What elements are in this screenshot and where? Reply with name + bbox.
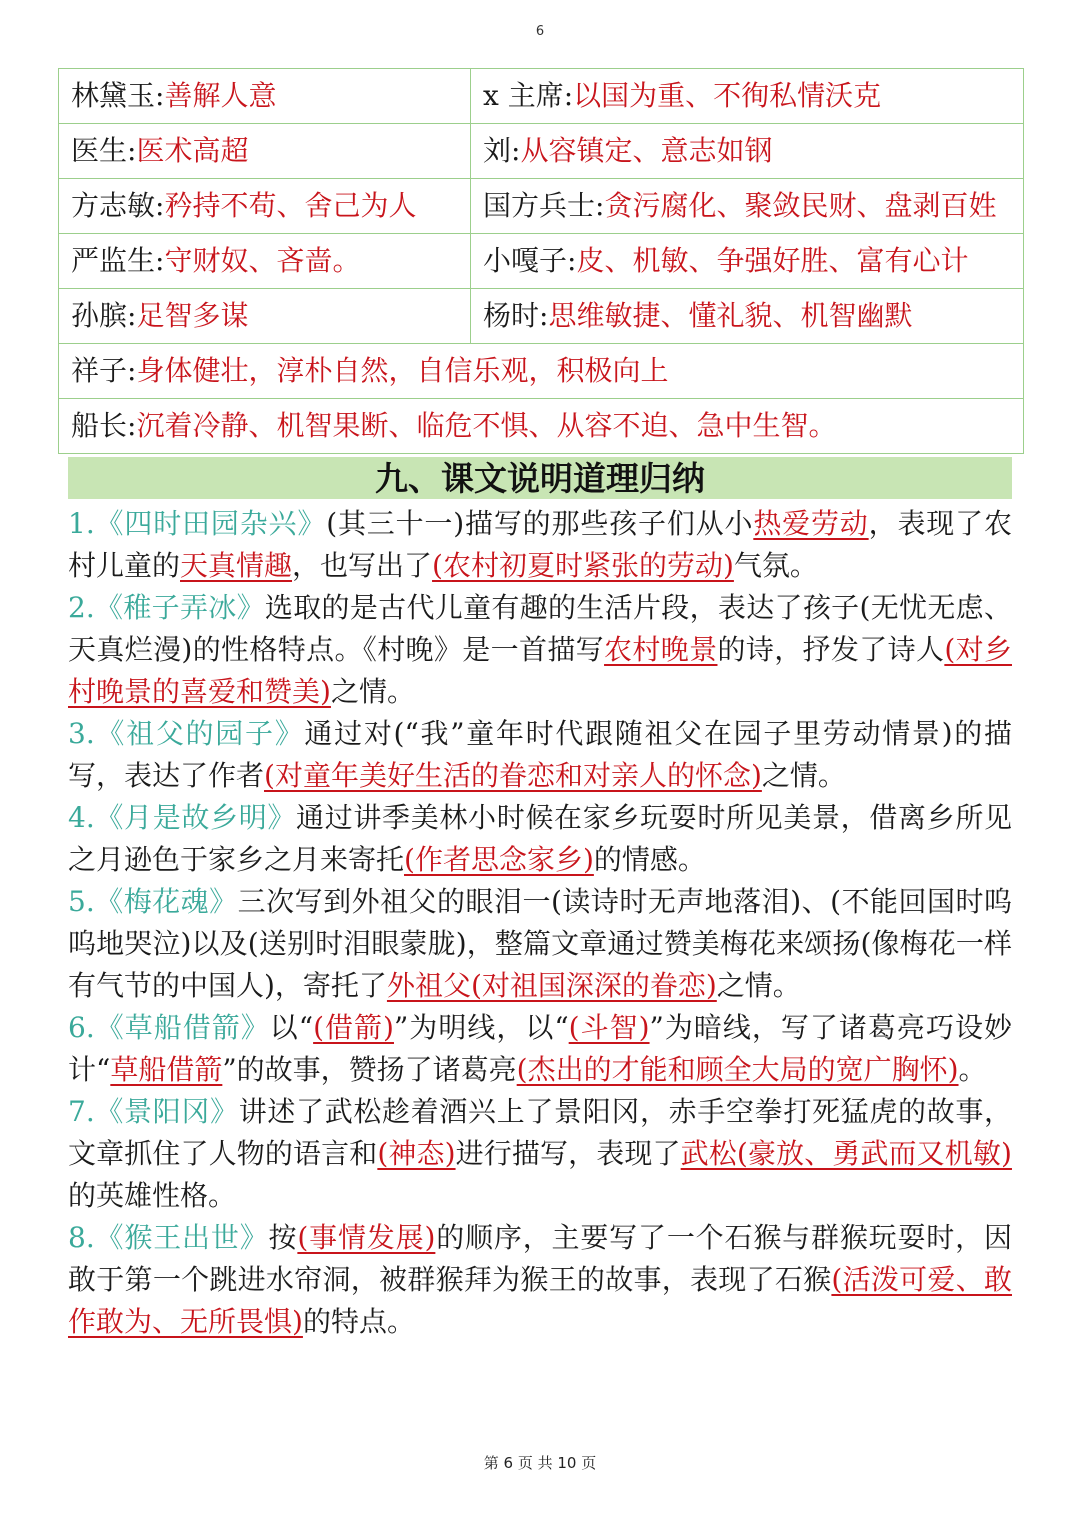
- table-row: [59, 124, 1024, 179]
- list-item: [68, 587, 1012, 713]
- list-item: [68, 713, 1012, 797]
- item-text: ，表现了农村儿童的: [68, 507, 1012, 582]
- character-cell: [471, 179, 1024, 234]
- summary-list: [68, 503, 1012, 1343]
- key-answer: (杰出的才能和顾全大局的宽广胸怀): [516, 1053, 959, 1086]
- character-name: 杨时:: [483, 299, 549, 332]
- key-answer: (作者思念家乡): [404, 843, 594, 876]
- character-cell: [59, 399, 1024, 454]
- key-answer: (借箭): [313, 1011, 394, 1044]
- book-title: 《月是故乡明》: [94, 801, 297, 834]
- section-title: 九、课文说明道理归纳: [68, 457, 1012, 499]
- list-item: [68, 797, 1012, 881]
- character-name: 国方兵士:: [483, 189, 605, 222]
- table-row: [59, 289, 1024, 344]
- key-answer: (斗智): [568, 1011, 650, 1044]
- key-answer: (对童年美好生活的眷恋和对亲人的怀念): [264, 759, 762, 792]
- item-number: 5.: [68, 885, 95, 918]
- item-text: ，也写出了: [292, 549, 433, 582]
- table-row: [59, 179, 1024, 234]
- list-item: [68, 1007, 1012, 1091]
- key-answer: 草船借箭: [110, 1053, 223, 1086]
- character-cell: [59, 179, 471, 234]
- page-number-top: 6: [535, 24, 545, 39]
- character-cell: [59, 124, 471, 179]
- item-text: 通过讲季美林小时候在家乡玩耍时所见美景，借离乡所见之月逊色于家乡之月来寄托: [68, 801, 1012, 876]
- character-name: 船长:: [71, 409, 137, 442]
- item-text: 以“: [269, 1011, 314, 1044]
- character-trait: 善解人意: [164, 79, 277, 112]
- character-cell: [59, 234, 471, 289]
- item-text: 的特点。: [302, 1305, 415, 1338]
- key-answer: (农村初夏时紧张的劳动): [432, 549, 734, 582]
- character-trait: 以国为重、不徇私情沃克: [573, 79, 882, 112]
- list-item: [68, 1091, 1012, 1217]
- book-title: 《祖父的园子》: [94, 717, 305, 750]
- character-trait: 守财奴、吝啬。: [164, 244, 361, 277]
- item-text: 之情。: [330, 675, 415, 708]
- item-text: ”为明线，以“: [393, 1011, 569, 1044]
- key-answer: 武松(豪放、勇武而又机敏): [680, 1137, 1012, 1170]
- item-text: (其三十一)描写的那些孩子们从小: [326, 507, 754, 540]
- key-answer: 农村晚景: [604, 633, 718, 666]
- book-title: 《猴王出世》: [94, 1221, 269, 1254]
- character-trait: 从容镇定、意志如钢: [520, 134, 773, 167]
- item-text: 的英雄性格。: [68, 1179, 237, 1212]
- character-trait: 矜持不苟、舍己为人: [164, 189, 417, 222]
- character-cell: [471, 289, 1024, 344]
- item-text: 通过对(“我”童年时代跟随祖父在园子里劳动情景)的描写，表达了作者: [68, 717, 1012, 792]
- key-answer: 热爱劳动: [753, 507, 869, 540]
- item-text: ”的故事，赞扬了诸葛亮: [222, 1053, 517, 1086]
- character-cell: [59, 69, 471, 124]
- character-cell: [59, 289, 471, 344]
- key-answer: (神态): [377, 1137, 456, 1170]
- character-name: 孙膑:: [71, 299, 137, 332]
- character-name: 林黛玉:: [71, 79, 165, 112]
- key-answer: 天真情趣: [180, 549, 293, 582]
- character-traits-table: [58, 68, 1024, 454]
- item-text: 三次写到外祖父的眼泪一(读诗时无声地落泪)、(不能回国时呜呜地哭泣)以及(送别时泪眼蒙胧)，整篇文章通过赞美梅花来颂扬(像梅花一样有气节的中国人)，寄托了: [68, 885, 1012, 1002]
- book-title: 《草船借箭》: [94, 1011, 270, 1044]
- item-text: 选取的是古代儿童有趣的生活片段，表达了孩子(无忧无虑、天真烂漫)的性格特点。《村晚》是一首描写: [68, 591, 1012, 666]
- list-item: [68, 1217, 1012, 1343]
- item-number: 6.: [68, 1011, 95, 1044]
- character-trait: 思维敏捷、懂礼貌、机智幽默: [548, 299, 913, 332]
- item-text: 按: [268, 1221, 298, 1254]
- item-text: 进行描写，表现了: [455, 1137, 681, 1170]
- character-name: 小嘎子:: [483, 244, 577, 277]
- character-name: 医生:: [71, 134, 137, 167]
- item-text: 。: [958, 1053, 987, 1086]
- item-text: 之情。: [761, 759, 846, 792]
- list-item: [68, 881, 1012, 1007]
- character-trait: 沉着冷静、机智果断、临危不惧、从容不迫、急中生智。: [136, 409, 837, 442]
- page-footer: 第 6 页 共 10 页: [483, 1454, 597, 1472]
- character-name: 方志敏:: [71, 189, 165, 222]
- character-cell: [471, 124, 1024, 179]
- character-trait: 贪污腐化、聚敛民财、盘剥百姓: [604, 189, 997, 222]
- item-number: 8.: [68, 1221, 95, 1254]
- table-row: [59, 69, 1024, 124]
- key-answer: 外祖父(对祖国深深的眷恋): [386, 969, 717, 1002]
- item-text: 讲述了武松趁着酒兴上了景阳冈，赤手空拳打死猛虎的故事，文章抓住了人物的语言和: [68, 1095, 1012, 1170]
- book-title: 《景阳冈》: [94, 1095, 239, 1128]
- character-cell: [59, 344, 1024, 399]
- character-trait: 医术高超: [136, 134, 249, 167]
- character-cell: [471, 69, 1024, 124]
- item-number: 3.: [68, 717, 95, 750]
- character-name: 刘:: [483, 134, 521, 167]
- book-title: 《稚子弄冰》: [94, 591, 265, 624]
- item-text: ”为暗线，写了诸葛亮巧设妙计“: [68, 1011, 1012, 1086]
- table-row: [59, 234, 1024, 289]
- item-number: 7.: [68, 1095, 95, 1128]
- key-answer: (事情发展): [297, 1221, 436, 1254]
- item-text: 的情感。: [593, 843, 706, 876]
- book-title: 《梅花魂》: [94, 885, 238, 918]
- character-trait: 身体健壮，淳朴自然，自信乐观，积极向上: [136, 354, 669, 387]
- item-text: 之情。: [716, 969, 801, 1002]
- table-row: [59, 344, 1024, 399]
- character-trait: 皮、机敏、争强好胜、富有心计: [576, 244, 969, 277]
- key-answer: (对乡村晚景的喜爱和赞美): [68, 633, 1012, 708]
- character-name: 严监生:: [71, 244, 165, 277]
- book-title: 《四时田园杂兴》: [94, 507, 327, 540]
- list-item: [68, 503, 1012, 587]
- character-name: x 主席:: [483, 79, 574, 112]
- item-text: 的顺序，主要写了一个石猴与群猴玩耍时，因敢于第一个跳进水帘洞，被群猴拜为猴王的故事，表现了石猴: [68, 1221, 1012, 1296]
- item-text: 气氛。: [733, 549, 818, 582]
- character-trait: 足智多谋: [136, 299, 249, 332]
- item-text: 的诗，抒发了诗人: [717, 633, 945, 666]
- table-row: [59, 399, 1024, 454]
- character-cell: [471, 234, 1024, 289]
- item-number: 1.: [68, 507, 95, 540]
- key-answer: (活泼可爱、敢作敢为、无所畏惧): [68, 1263, 1012, 1338]
- item-number: 2.: [68, 591, 95, 624]
- character-name: 祥子:: [71, 354, 137, 387]
- item-number: 4.: [68, 801, 95, 834]
